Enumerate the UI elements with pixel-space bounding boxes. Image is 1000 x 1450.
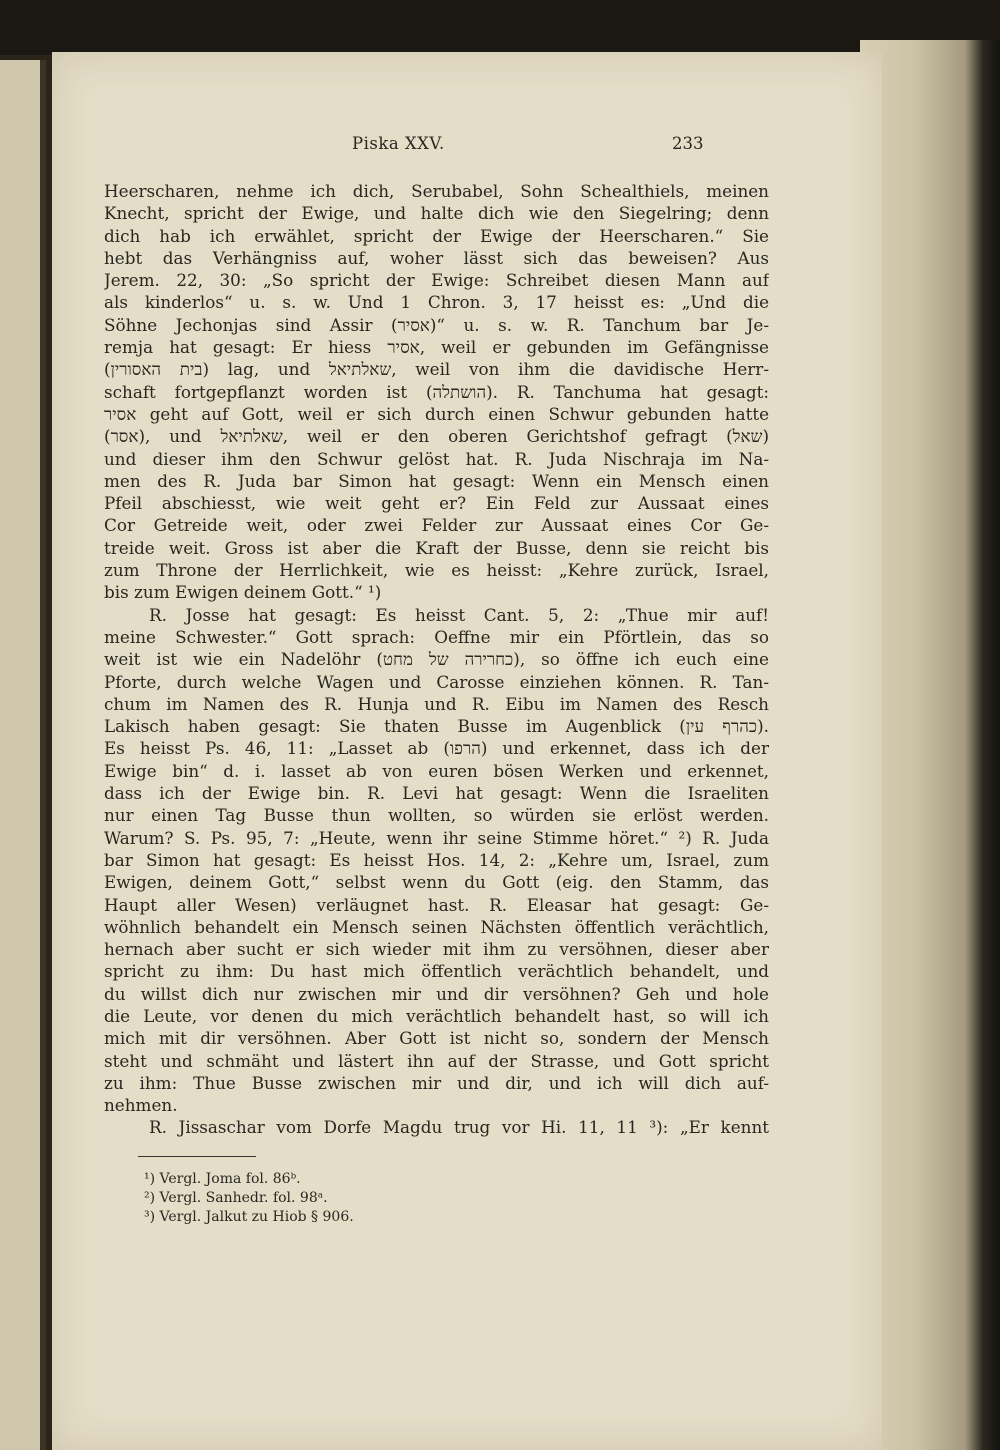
footnote: ²) Vergl. Sanhedr. fol. 98ᵃ. [144, 1190, 328, 1206]
footnote: ¹) Vergl. Joma fol. 86ᵇ. [144, 1171, 301, 1187]
running-head: Piska XXV. [352, 134, 445, 153]
text-line: du willst dich nur zwischen mir und dir versöhnen? Geh und hole [104, 983, 769, 1004]
text-line: chum im Namen des R. Hunja und R. Eibu im Namen des Resch [104, 693, 769, 714]
body-text [104, 180, 769, 1139]
text-line: spricht zu ihm: Du hast mich öffentlich verächtlich behandelt, und [104, 961, 769, 982]
text-line: Jerem. 22, 30: „So spricht der Ewige: Schreibet diesen Mann auf [104, 270, 769, 291]
text-line: (אסר), und שאלתיאל, weil er den oberen Gerichtshof gefragt (שאל) [104, 426, 769, 447]
text-line: weit ist wie ein Nadelöhr (כחרירה של מחט), so öffne ich euch eine [104, 649, 769, 670]
text-line: treide weit. Gross ist aber die Kraft der Busse, denn sie reicht bis [104, 537, 769, 558]
text-line: Pforte, durch welche Wagen und Carosse einziehen können. R. Tan- [104, 671, 769, 692]
text-line: nur einen Tag Busse thun wollten, so würden sie erlöst werden. [104, 805, 769, 826]
book-page [52, 52, 882, 1450]
text-line: zum Throne der Herrlichkeit, wie es heisst: „Kehre zurück, Israel, [104, 560, 769, 581]
text-line: bis zum Ewigen deinem Gott.“ ¹) [104, 582, 382, 603]
text-line: Es heisst Ps. 46, 11: „Lasset ab (הרפו) und erkennet, dass ich der [104, 738, 769, 759]
text-line: Knecht, spricht der Ewige, und halte dich wie den Siegelring; denn [104, 203, 769, 224]
text-line: zu ihm: Thue Busse zwischen mir und dir, und ich will dich auf- [104, 1072, 769, 1093]
text-line: Ewige bin“ d. i. lasset ab von euren bösen Werken und erkennet, [104, 760, 769, 781]
paragraph-start-line: R. Josse hat gesagt: Es heisst Cant. 5, 2: „Thue mir auf! [149, 604, 769, 625]
text-line: (בית האסורין) lag, und שאלתיאל, weil von ihm die davidische Herr- [104, 359, 769, 380]
text-line: hebt das Verhängniss auf, woher lässt sich das beweisen? Aus [104, 247, 769, 268]
text-line: dass ich der Ewige bin. R. Levi hat gesagt: Wenn die Israeliten [104, 783, 769, 804]
text-line: schaft fortgepflanzt worden ist (הושתלה). R. Tanchuma hat gesagt: [104, 381, 769, 402]
text-line: Cor Getreide weit, oder zwei Felder zur Aussaat eines Cor Ge- [104, 515, 769, 536]
text-line: Heerscharen, nehme ich dich, Serubabel, Sohn Schealthiels, meinen [104, 181, 769, 201]
footnotes [144, 1170, 544, 1227]
text-line: Haupt aller Wesen) verläugnet hast. R. Eleasar hat gesagt: Ge- [104, 894, 769, 915]
paragraph-start-line: R. Jissaschar vom Dorfe Magdu trug vor Hi. 11, 11 ³): „Er kennt [149, 1117, 769, 1138]
text-line: als kinderlos“ u. s. w. Und 1 Chron. 3, 17 heisst es: „Und die [104, 292, 769, 313]
text-line: wöhnlich behandelt ein Mensch seinen Nächsten öffentlich verächtlich, [104, 916, 769, 937]
text-line: meine Schwester.“ Gott sprach: Oeffne mir ein Pförtlein, das so [104, 626, 769, 647]
text-line: steht und schmäht und lästert ihn auf der Strasse, und Gott spricht [104, 1050, 769, 1071]
text-line: Söhne Jechonjas sind Assir (אסיר)“ u. s. w. R. Tanchum bar Je- [104, 314, 769, 335]
text-line: Lakisch haben gesagt: Sie thaten Busse im Augenblick (כהרף עין). [104, 716, 769, 737]
footnote-divider [138, 1156, 256, 1157]
text-line: Ewigen, deinem Gott,“ selbst wenn du Gott (eig. den Stamm, das [104, 872, 769, 893]
facing-page-edge [0, 60, 46, 1450]
text-line: dich hab ich erwählet, spricht der Ewige der Heerscharen.“ Sie [104, 225, 769, 246]
text-line: men des R. Juda bar Simon hat gesagt: Wenn ein Mensch einen [104, 470, 769, 491]
text-line: bar Simon hat gesagt: Es heisst Hos. 14, 2: „Kehre um, Israel, zum [104, 849, 769, 870]
text-line: Warum? S. Ps. 95, 7: „Heute, wenn ihr seine Stimme höret.“ ²) R. Juda [104, 827, 769, 848]
text-line: die Leute, vor denen du mich verächtlich behandelt hast, so will ich [104, 1005, 769, 1026]
text-line: hernach aber sucht er sich wieder mit ihm zu versöhnen, dieser aber [104, 939, 769, 960]
text-line: אסיר geht auf Gott, weil er sich durch einen Schwur gebunden hatte [104, 403, 769, 424]
text-line: nehmen. [104, 1095, 178, 1116]
text-line: und dieser ihm den Schwur gelöst hat. R. Juda Nischraja im Na- [104, 448, 769, 469]
page-number: 233 [672, 134, 704, 153]
text-line: mich mit dir versöhnen. Aber Gott ist nicht so, sondern der Mensch [104, 1028, 769, 1049]
text-line: remja hat gesagt: Er hiess אסיר, weil er gebunden im Gefängnisse [104, 337, 769, 358]
text-line: Pfeil abschiesst, wie weit geht er? Ein Feld zur Aussaat eines [104, 493, 769, 514]
footnote: ³) Vergl. Jalkut zu Hiob § 906. [144, 1209, 354, 1225]
